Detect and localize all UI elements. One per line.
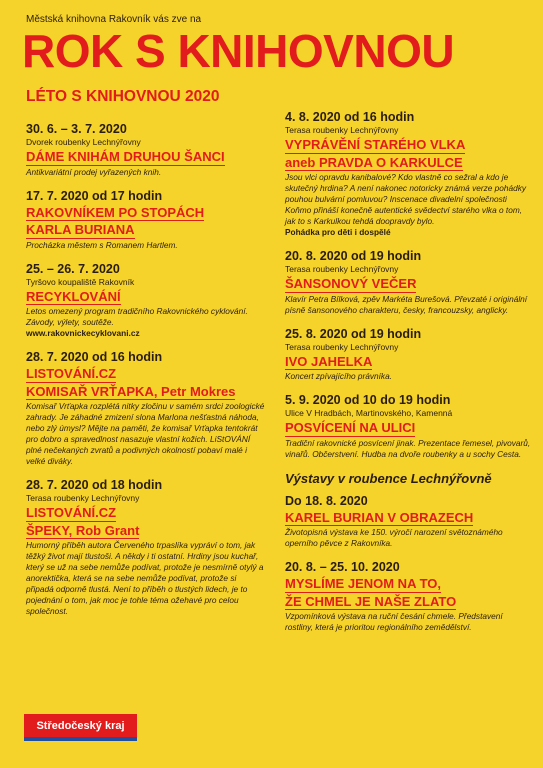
event-description: Jsou vlci opravdu kanibalové? Kdo vlastně co sežral a kdo je skutečný hrdina? A není nakonec notoricky známá verze pohádky pouhou bulvární pomluvou? Inscenace divadelní společnosti Koňmo přináší konečně autentické svědectví starého vlka o tom, jak to s Karkulkou tehdá doopravdy bylo. <box>285 172 527 226</box>
event-date: 28. 7. 2020 od 16 hodin <box>26 350 163 364</box>
event-item <box>285 249 531 316</box>
event-title-line: LISTOVÁNÍ.CZ <box>26 366 117 381</box>
event-description: Antikvariátní prodej vyřazených knih. <box>26 166 162 177</box>
poster-subtitle: LÉTO S KNIHOVNOU 2020 <box>26 88 220 105</box>
event-note: Pohádka pro děti i dospělé <box>285 227 391 237</box>
event-item <box>285 560 531 633</box>
event-title <box>26 366 266 383</box>
event-title-line: RECYKLOVÁNÍ <box>26 288 121 304</box>
event-title <box>285 594 531 611</box>
event-title-line: KARLA BURIANA <box>26 222 135 237</box>
event-title <box>26 149 266 166</box>
event-place: Terasa roubenky Lechnýřovny <box>285 341 399 352</box>
event-date: 25. – 26. 7. 2020 <box>26 261 120 276</box>
event-description: Klavír Petra Bílková, zpěv Markéta Burešová. Převzaté i originální písně šansonového charakteru, česky, francouzsky, anglicky. <box>285 293 528 315</box>
event-description: Vzpomínková výstava na ruční česání chmele. Představení rostliny, která je prioritou regionálního zemědělství. <box>285 611 503 632</box>
event-title-line: LISTOVÁNÍ.CZ <box>26 505 117 520</box>
event-title-line: IVO JAHELKA <box>285 353 373 369</box>
event-title <box>285 576 531 593</box>
event-description: Koncert zpívajícího právníka. <box>285 371 392 381</box>
event-description: Komisař Vrťapka rozplétá nitky zločinu v samém srdci zoologické zahrady. Je záhadné zmizení slona Marlona nešťastná náhoda, nebo zlý úmysl? Mějte na paměti, že komisař Vrťapka tentokrát pro dobro a spravedlnost nasazuje vlastní kožich. LiStOVÁNÍ plné nečekaných zvratů a podivných okolností pobaví malé i velké diváky. <box>26 401 265 466</box>
event-title <box>285 510 531 527</box>
event-title-line: aneb PRAVDA O KARKULCE <box>285 154 463 170</box>
event-title <box>26 289 266 306</box>
event-place: Ulice V Hradbách, Martinovského, Kamenná <box>285 408 453 418</box>
event-place: Terasa roubenky Lechnýřovny <box>285 125 399 135</box>
event-item <box>26 350 266 467</box>
event-title <box>285 420 531 437</box>
event-date: 28. 7. 2020 od 18 hodin <box>26 478 163 492</box>
event-description: Letos omezený program tradičního Rakovnického cyklování. Závody, výlety, soutěže. <box>26 306 248 327</box>
event-date: 20. 8. 2020 od 19 hodin <box>285 249 422 263</box>
event-title <box>26 505 266 522</box>
event-item <box>285 327 531 383</box>
poster-title: ROK S KNIHOVNOU <box>22 25 455 77</box>
event-item <box>285 393 531 460</box>
event-title-line: MYSLÍME JENOM NA TO, <box>285 576 442 591</box>
event-note: www.rakovnickecyklovani.cz <box>26 328 140 338</box>
exhibitions-heading: Výstavy v roubence Lechnýřovně <box>285 470 492 486</box>
event-item <box>26 262 266 340</box>
event-date: 17. 7. 2020 od 17 hodin <box>26 188 163 203</box>
intro-text: Městská knihovna Rakovník vás zve na <box>26 14 202 25</box>
event-description: Humorný příběh autora Červeného trpaslíka vypráví o tom, jak těžký život mají tlustoši. A někdy i ti ostatní. Hrdiny jsou kuchař, který se už na sebe nemůže podívat, protože je nesmírně otylý a anorektička, která se na sebe nemůže podívat, protože si připadá odporně tlustá. Není to příběh o tlustých lidech, je to pojednání o tom, jak moc je tohle téma ožehavé pro celou společnost. <box>26 540 264 616</box>
event-title <box>26 222 266 239</box>
event-description: Procházka městem s Romanem Hartlem. <box>26 239 178 250</box>
event-title-line: RAKOVNÍKEM PO STOPÁCH <box>26 204 205 220</box>
left-column <box>26 122 266 628</box>
event-description: Tradiční rakovnické posvícení jinak. Prezentace řemesel, pivovarů, vinařů. Občerstvení. Hudba na dvoře roubenky a u sochy Cesta. <box>285 437 531 459</box>
event-place: Tyršovo koupaliště Rakovník <box>26 276 135 287</box>
event-place: Dvorek roubenky Lechnýřovny <box>26 137 141 147</box>
event-title-line: ŽE CHMEL JE NAŠE ZLATO <box>285 593 457 609</box>
event-title <box>285 155 531 172</box>
stredocesky-kraj-logo <box>24 714 137 741</box>
event-title <box>26 384 266 401</box>
event-date: 5. 9. 2020 od 10 do 19 hodin <box>285 393 451 407</box>
right-column <box>285 110 531 644</box>
event-title-line: KAREL BURIAN V OBRAZECH <box>285 509 474 525</box>
event-date: 4. 8. 2020 od 16 hodin <box>285 110 415 124</box>
event-date: 30. 6. – 3. 7. 2020 <box>26 122 127 136</box>
logo-text: Středočeský kraj <box>36 719 125 732</box>
event-item <box>26 189 266 251</box>
event-place: Terasa roubenky Lechnýřovny <box>285 264 399 274</box>
event-item <box>26 478 266 617</box>
event-title <box>26 205 266 222</box>
event-title <box>26 523 266 540</box>
event-title-line: KOMISAŘ VRŤAPKA, Petr Mokres <box>26 383 236 399</box>
event-title-line: ŠANSONOVÝ VEČER <box>285 276 417 291</box>
event-title <box>285 354 531 371</box>
event-title-line: ŠPEKY, Rob Grant <box>26 522 140 538</box>
event-date: Do 18. 8. 2020 <box>285 493 368 508</box>
event-item <box>285 110 531 238</box>
event-date: 25. 8. 2020 od 19 hodin <box>285 326 422 341</box>
event-date: 20. 8. – 25. 10. 2020 <box>285 560 400 574</box>
event-item <box>26 122 266 178</box>
event-description: Životopisná výstava ke 150. výročí narození světoznámého operního pěvce z Rakovníka. <box>285 527 503 548</box>
event-item <box>285 494 531 550</box>
event-title-line: POSVÍCENÍ NA ULICI <box>285 420 416 435</box>
event-title-line: VYPRÁVĚNÍ STARÉHO VLKA <box>285 137 466 152</box>
event-place: Terasa roubenky Lechnýřovny <box>26 493 140 503</box>
event-title-line: DÁME KNIHÁM DRUHOU ŠANCI <box>26 149 225 164</box>
event-title <box>285 276 531 293</box>
event-title <box>285 137 531 154</box>
